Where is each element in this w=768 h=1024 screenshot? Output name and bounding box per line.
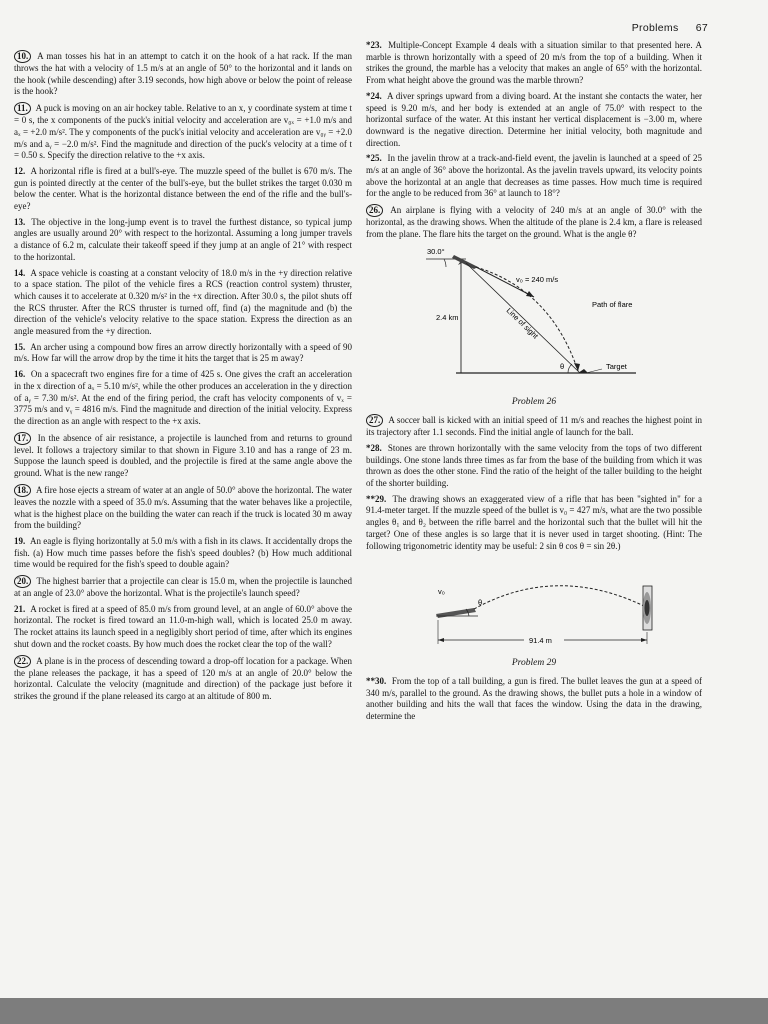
problem-30 (366, 676, 702, 723)
problem-number: 26. (366, 204, 383, 217)
distance-label: 91.4 m (529, 636, 552, 646)
problem-text: Multiple-Concept Example 4 deals with a situation similar to that presented here. A marble is thrown horizontally with a speed of 20 m/s from the top of a building. When it strikes the ground, the marble has a velocity that makes an angle of 65° with the horizontal. From what height above the ground was the marble thrown? (366, 40, 702, 86)
problem-number: 13. (14, 216, 26, 227)
problem-15 (14, 342, 352, 365)
problem-26 (366, 204, 702, 240)
problem-number: *23. (366, 40, 382, 50)
problem-number: 14. (14, 267, 26, 278)
figure-29-caption: Problem 29 (511, 658, 557, 669)
problem-25 (366, 153, 702, 200)
problem-text: An eagle is flying horizontally at 5.0 m/s with a fish in its claws. It accidentally drops the fish. (a) How much time passes before the fish's speed doubles? (b) How much additional time would be required for the fish's speed to double again? (14, 535, 352, 570)
problem-text: An archer using a compound bow fires an arrow directly horizontally with a speed of 90 m/s. How far will the arrow drop by the time it hits the target that is 25 m away? (14, 341, 352, 364)
problem-number: 22. (14, 655, 31, 668)
problem-text: On a spacecraft two engines fire for a time of 425 s. One gives the craft an acceleration in the x direction of aₓ = 5.10 m/s², while the other produces an acceleration in the y direction of aᵧ = 7.30 m/s². At the end of the firing period, the craft has velocity components of vₓ = 3775 m/s and vᵧ = 4816 m/s. Find the magnitude and direction of the initial velocity. Express the direction as an angle with respect to the +x axis. (14, 369, 352, 426)
problem-text: A plane is in the process of descending toward a drop-off location for a package. When the plane releases the package, it has a speed of 120 m/s at an angle of 20.0° below the horizontal. Calculate the velocity (magnitude and direction) of the package just before it strikes the ground if the plane released its cargo at an altitude of 800 m. (14, 655, 352, 701)
problem-text: A soccer ball is kicked with an initial speed of 11 m/s and reaches the highest point in its trajectory after 1.1 seconds. Find the initial angle of launch for the ball. (366, 415, 702, 438)
problem-number: 15. (14, 341, 26, 352)
problem-text: From the top of a tall building, a gun is fired. The bullet leaves the gun at a speed of 340 m/s, parallel to the ground. As the drawing shows, the bullet puts a hole in a window of another building and hits the wall that faces the window. Using the data in the drawing, determine the (366, 675, 702, 722)
problem-number: 10. (14, 50, 31, 63)
problem-24 (366, 91, 702, 150)
problem-text: In the javelin throw at a track-and-field event, the javelin is launched at a speed of 25 m/s at an angle of 36° above the horizontal. As the javelin travels upward, its velocity points above the horizontal at an angle that decreases as time passes. How much time is required for the angle to be reduced from 36° at launch to 18°? (366, 153, 702, 199)
problems-23-26 (366, 40, 702, 241)
problem-text: The objective in the long-jump event is to travel the furthest distance, so typical jump angles are usually around 20° with respect to the horizontal. Assuming a long jumper travels a distance of 6.2 m, calculate their takeoff speed if they jump at an angle of 21° with respect to the horizontal. (14, 216, 352, 262)
problem-text: Stones are thrown horizontally with the same velocity from the tops of two different buildings. One stone lands three times as far from the base of the building from which it was thrown as does the other stone. Find the ratio of the height of the taller building to the height of the shorter building. (366, 442, 702, 489)
problem-text: The drawing shows an exaggerated view of a rifle that has been "sighted in" for a 91.4-meter target. If the muzzle speed of the bullet is v₀ = 427 m/s, what are the two possible angles θ₁ and θ₂ between the rifle barrel and the horizontal such that the bullet will hit the target? One of these angles is so large that it is never used in target shooting. (Hint: The following trigonometric identity may be useful: 2 sin θ cos θ = sin 2θ.) (366, 493, 702, 551)
page-number: 67 (695, 22, 708, 34)
flare-path-label: Path of flare (592, 299, 633, 309)
theta-label: θ (478, 598, 483, 608)
v0-label: v₀ (438, 587, 445, 597)
problem-17 (14, 432, 352, 480)
section-title: Problems (631, 22, 679, 34)
scan-bottom-edge (0, 998, 768, 1024)
problem-number: 17. (14, 432, 31, 445)
problem-16 (14, 369, 352, 428)
figure-problem-26 (366, 245, 702, 409)
problem-13 (14, 217, 352, 264)
line-of-sight-label: Line of sight (504, 305, 540, 341)
airplane-icon (452, 255, 478, 269)
problem-14 (14, 268, 352, 338)
angle-label: 30.0° (427, 246, 445, 256)
problem-27 (366, 414, 702, 439)
problem-number: 12. (14, 165, 26, 176)
problems-27-29 (366, 414, 702, 552)
problem-23 (366, 40, 702, 87)
target-label: Target (606, 361, 627, 371)
target-board-icon (643, 586, 652, 630)
problem-number: **30. (366, 675, 387, 686)
problem-number: 19. (14, 535, 26, 546)
problem-12 (14, 166, 352, 213)
problem-text: A diver springs upward from a diving board. At the instant she contacts the water, her speed is 9.20 m/s, and her body is extended at an angle of 75.0° with respect to the horizontal surface of the water. At this instant her vertical displacement is −3.00 m, where downward is the negative direction. Determine her initial velocity, both magnitude and direction. (366, 90, 702, 148)
target-icon (578, 369, 588, 373)
problem-18 (14, 484, 352, 532)
problem-20 (14, 575, 352, 600)
problem-number: 21. (14, 603, 26, 614)
bullet-trajectory (474, 586, 644, 609)
problem-number: *25. (366, 153, 382, 164)
problem-19 (14, 536, 352, 571)
problem-number: 27. (366, 414, 383, 427)
left-column (14, 50, 352, 707)
problem-text: An airplane is flying with a velocity of 240 m/s at an angle of 30.0° with the horizontal, as the drawing shows. When the altitude of the plane is 2.4 km, a flare is released from the plane. The flare hits the target on the ground. What is the angle θ? (366, 205, 702, 239)
problem-number: 16. (14, 369, 26, 380)
theta-label: θ (560, 361, 565, 371)
right-column (366, 40, 702, 727)
height-label: 2.4 km (436, 312, 459, 322)
problem-number: 18. (14, 484, 31, 497)
problem-29 (366, 494, 702, 553)
problem-text: A puck is moving on an air hockey table. Relative to an x, y coordinate system at time t = 0 s, the x components of the puck's initial velocity and acceleration are v₀ₓ = +1.0 m/s and aₓ = +2.0 m/s². The y components of the puck's initial velocity and acceleration are v₀ᵧ = +2.0 m/s and aᵧ = −2.0 m/s². Find the magnitude and direction of the puck's velocity at a time of t = 0.50 s. Specify the direction relative to the +x axis. (14, 103, 352, 161)
speed-label: v₀ = 240 m/s (516, 274, 559, 284)
problem-number: **29. (366, 493, 387, 504)
problem-text: In the absence of air resistance, a projectile is launched from and returns to ground level. It follows a trajectory similar to that shown in Figure 3.10 and has a range of 23 m. Suppose the launch speed is doubled, and the projectile is fired at the same angle above the ground. What is the new range? (14, 432, 352, 479)
rifle-trajectory-diagram (366, 556, 702, 656)
problem-22 (14, 655, 352, 703)
problem-text: The highest barrier that a projectile can clear is 15.0 m, when the projectile is launched at an angle of 23.0° above the horizontal. What is the projectile's launch speed? (14, 576, 352, 599)
problem-number: 11. (14, 102, 31, 115)
rifle-icon (436, 608, 476, 618)
problem-text: A horizontal rifle is fired at a bull's-eye. The muzzle speed of the bullet is 670 m/s. The gun is pointed directly at the center of the bull's-eye, but the bullet strikes the target 0.030 m below the center. What is the horizontal distance between the end of the rifle and the bull's-eye? (14, 165, 352, 212)
problem-number: *28. (366, 442, 382, 453)
problem-number: *24. (366, 90, 382, 101)
problem-10 (14, 50, 352, 98)
problem-text: A rocket is fired at a speed of 85.0 m/s from ground level, at an angle of 60.0° above the horizontal. The rocket is fired toward an 11.0-m-high wall, which is located 25.0 m away. The rocket attains its launch speed in a negligibly short period of time, after which its engines shut down and the rocket coasts. By how much does the rocket clear the top of the wall? (14, 603, 352, 649)
airplane-flare-diagram (366, 245, 702, 395)
page-header (618, 22, 708, 34)
figure-problem-29 (366, 556, 702, 670)
problem-text: A man tosses his hat in an attempt to catch it on the hook of a hat rack. If the man throws the hat with a velocity of 1.5 m/s at an angle of 50° to the horizontal and it lands on the hook (while descending) after 3.19 seconds, how high above or below the point of release is the hook? (14, 51, 352, 97)
problem-30 (366, 676, 702, 723)
problem-text: A space vehicle is coasting at a constant velocity of 18.0 m/s in the +y direction relative to a space station. The pilot of the vehicle fires a RCS (reaction control system) thruster, which causes it to accelerate at 0.320 m/s² in the +x direction. After 30.0 s, the pilot shuts off the RCS thruster. After the RCS thruster is turned off, find (a) the magnitude and (b) the direction of the vehicle's velocity relative to the space station. Express the direction as an angle measured from the +y direction. (14, 267, 352, 337)
figure-26-caption: Problem 26 (511, 396, 557, 407)
problem-11 (14, 102, 352, 162)
problem-21 (14, 604, 352, 651)
problem-28 (366, 443, 702, 490)
problem-text: A fire hose ejects a stream of water at an angle of 50.0° above the horizontal. The water leaves the nozzle with a speed of 35.0 m/s. Assuming that the water behaves like a projectile, what is the highest place on the building the water can reach if the truck is located 30 m away from the building? (14, 484, 352, 531)
problem-number: 20. (14, 575, 31, 588)
